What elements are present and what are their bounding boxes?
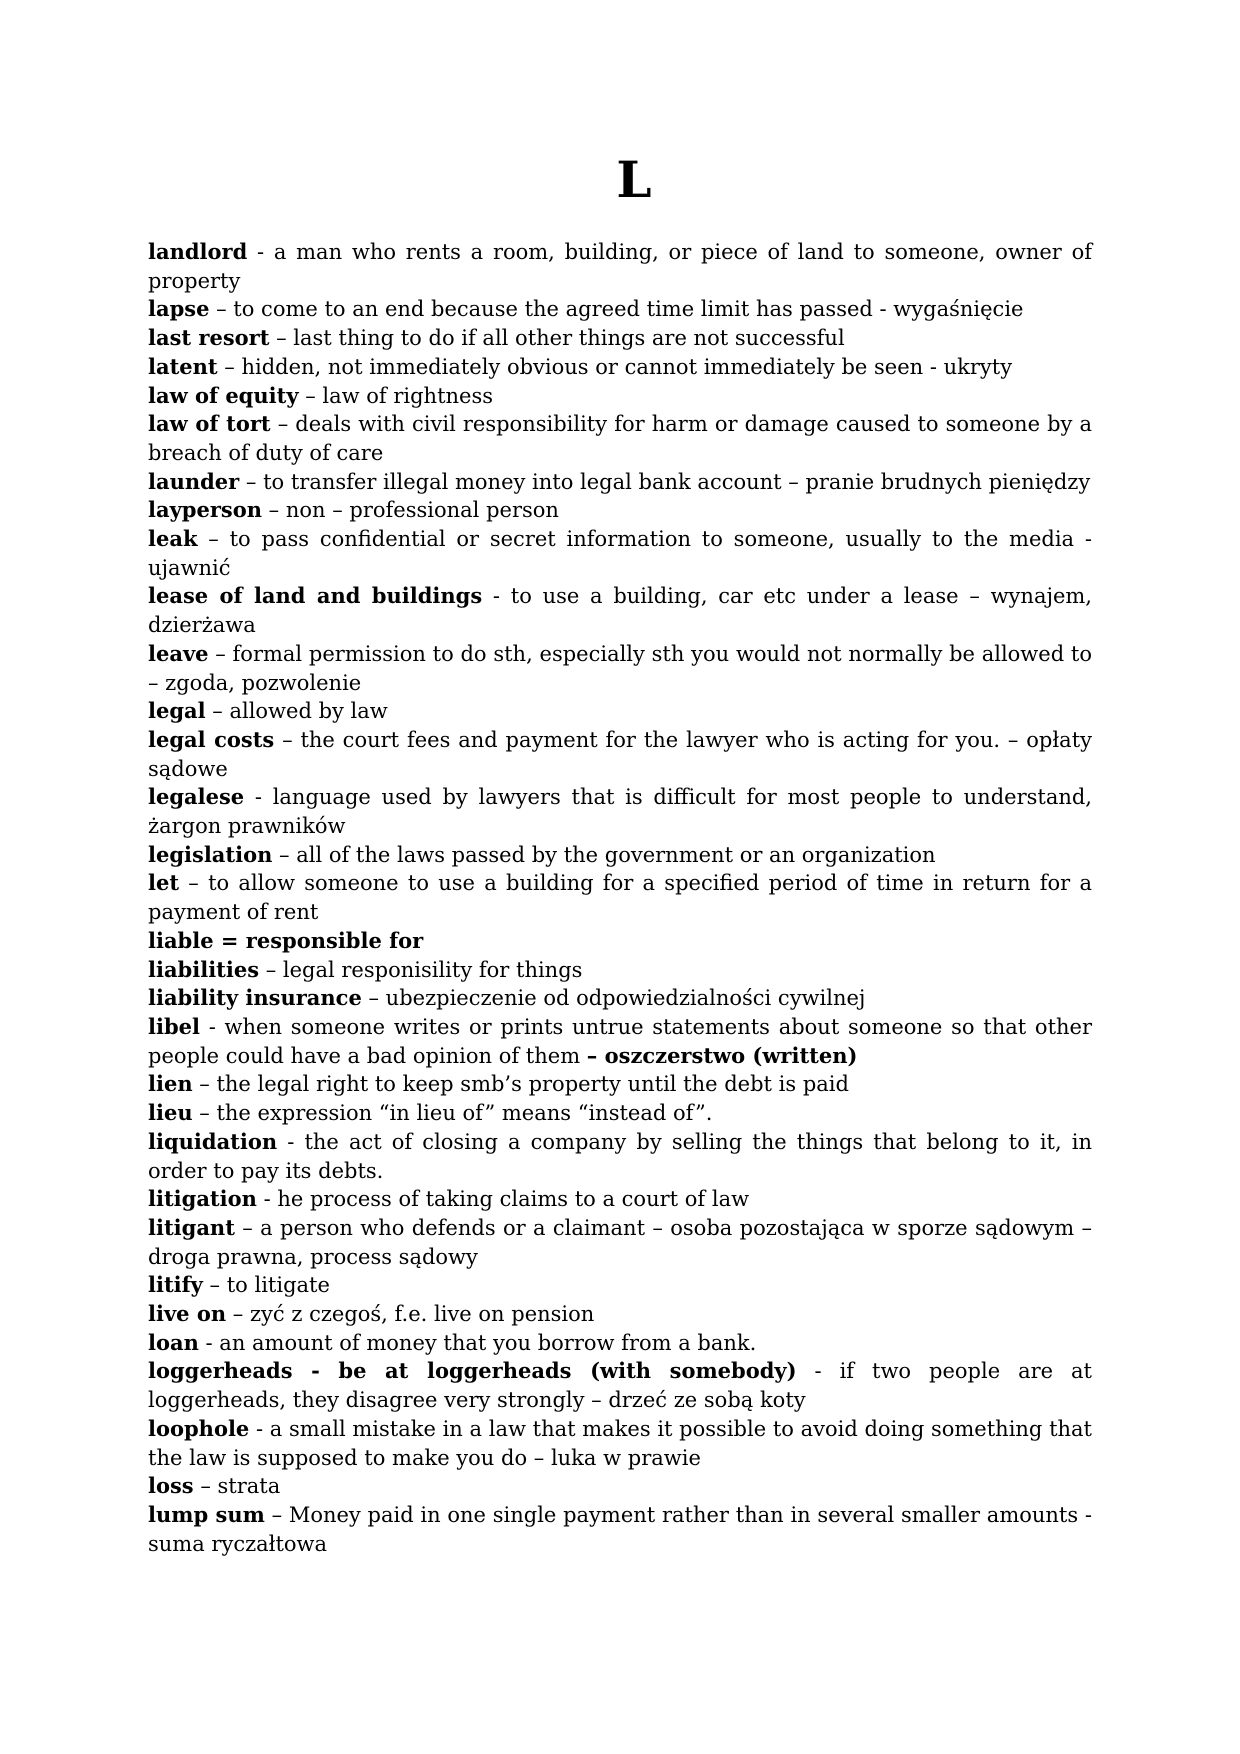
- entry-definition: – to pass confidential or secret information to someone, usually to the media - ujawnić: [148, 527, 1092, 580]
- entry-term: litify: [148, 1272, 203, 1298]
- entry-definition: – the legal right to keep smb’s property until the debt is paid: [192, 1072, 849, 1097]
- entry-definition: - when someone writes or prints untrue statements about someone so that other people could have a bad opinion of them: [148, 1014, 1092, 1068]
- glossary-entry: [148, 496, 1092, 525]
- glossary-entry: [148, 238, 1092, 295]
- entry-term: legalese: [148, 784, 245, 810]
- glossary-entry: [148, 1329, 1092, 1358]
- glossary-entry: [148, 525, 1092, 582]
- entry-term: loan: [148, 1329, 199, 1355]
- entry-definition: – all of the laws passed by the government or an organization: [272, 842, 936, 867]
- entry-term: latent: [148, 353, 218, 379]
- glossary-entry: [148, 1271, 1092, 1300]
- glossary-entry: [148, 1070, 1092, 1099]
- entry-term: lien: [148, 1071, 193, 1097]
- entry-definition: – hidden, not immediately obvious or cannot immediately be seen - ukryty: [217, 354, 1013, 379]
- entry-definition: – ubezpieczenie od odpowiedzialności cywilnej: [361, 986, 866, 1011]
- entry-term: litigation: [148, 1186, 257, 1212]
- entry-term: lapse: [148, 296, 210, 322]
- entry-term: lease of land and buildings: [148, 583, 483, 609]
- entry-definition: – to litigate: [202, 1273, 330, 1298]
- glossary-entry: [148, 1185, 1092, 1214]
- entry-term: libel: [148, 1013, 200, 1039]
- glossary-entry: [148, 841, 1092, 870]
- entry-term: layperson: [148, 497, 262, 523]
- glossary-entry: [148, 382, 1092, 411]
- entry-term: leave: [148, 640, 209, 666]
- glossary-entry: [148, 640, 1092, 697]
- glossary-entry: [148, 324, 1092, 353]
- glossary-entry: [148, 927, 1092, 956]
- entry-definition: – non – professional person: [262, 498, 559, 523]
- entry-definition: - to use a building, car etc under a lease – wynajem, dzierżawa: [148, 584, 1092, 638]
- glossary-entry: [148, 1300, 1092, 1329]
- entry-term: loggerheads - be at loggerheads (with somebody): [148, 1358, 797, 1384]
- glossary-entry: [148, 1357, 1092, 1414]
- entry-definition: – formal permission to do sth, especially sth you would not normally be allowed to – zgoda, pozwolenie: [148, 641, 1092, 695]
- entry-definition: - a man who rents a room, building, or piece of land to someone, owner of property: [148, 240, 1092, 293]
- entry-definition: – a person who defends or a claimant – osoba pozostająca w sporze sądowym – droga prawna, process sądowy: [148, 1215, 1092, 1269]
- glossary-entry: [148, 1415, 1092, 1472]
- entry-term: legislation: [148, 841, 273, 867]
- letter-heading: L: [616, 150, 652, 209]
- entry-definition: - if two people are at loggerheads, they disagree very strongly – drzeć ze sobą koty: [148, 1359, 1092, 1413]
- entry-term: liabilities: [148, 956, 260, 982]
- entry-definition: – deals with civil responsibility for harm or damage caused to someone by a breach of duty of care: [148, 412, 1092, 465]
- glossary-entry: [148, 1501, 1092, 1558]
- glossary-list: [148, 238, 1092, 1558]
- entry-definition: – to allow someone to use a building for a specified period of time in return for a payment of rent: [148, 871, 1092, 925]
- entry-definition: – law of rightness: [298, 383, 494, 408]
- entry-definition: - language used by lawyers that is difficult for most people to understand, żargon prawników: [148, 785, 1092, 839]
- entry-term: landlord: [148, 239, 248, 264]
- glossary-entry: [148, 984, 1092, 1013]
- entry-definition: – the court fees and payment for the lawyer who is acting for you. – opłaty sądowe: [148, 727, 1092, 781]
- glossary-entry: [148, 783, 1092, 840]
- glossary-entry: [148, 295, 1092, 324]
- entry-definition: – allowed by law: [205, 699, 388, 724]
- entry-term: law of tort: [148, 411, 271, 437]
- entry-definition: – strata: [193, 1474, 281, 1499]
- entry-term: legal: [148, 698, 206, 724]
- entry-definition: – zyć z czegoś, f.e. live on pension: [226, 1302, 595, 1327]
- entry-term: liquidation: [148, 1128, 278, 1154]
- glossary-entry: [148, 1128, 1092, 1185]
- entry-definition: – legal responisility for things: [259, 957, 583, 982]
- glossary-entry: [148, 468, 1092, 497]
- entry-term: litigant: [148, 1214, 235, 1240]
- entry-definition: – to come to an end because the agreed time limit has passed - wygaśnięcie: [209, 297, 1024, 322]
- entry-term: loss: [148, 1473, 194, 1499]
- entry-definition: – last thing to do if all other things are not successful: [269, 326, 845, 351]
- entry-definition: - he process of taking claims to a court of law: [256, 1187, 750, 1212]
- glossary-entry: [148, 1099, 1092, 1128]
- glossary-entry: [148, 869, 1092, 926]
- entry-definition: - the act of closing a company by selling the things that belong to it, in order to pay its debts.: [148, 1129, 1092, 1183]
- glossary-entry: [148, 353, 1092, 382]
- entry-term: law of equity: [148, 382, 299, 408]
- entry-term: liability insurance: [148, 985, 362, 1011]
- entry-term: liable = responsible for: [148, 927, 424, 953]
- glossary-entry: [148, 582, 1092, 639]
- entry-term: leak: [148, 526, 198, 552]
- glossary-entry: [148, 410, 1092, 467]
- entry-definition: - an amount of money that you borrow from a bank.: [198, 1330, 757, 1355]
- entry-term: last resort: [148, 325, 270, 351]
- entry-term: let: [148, 870, 180, 896]
- entry-term: lieu: [148, 1100, 193, 1126]
- document-page: [148, 148, 1092, 1558]
- glossary-entry: [148, 697, 1092, 726]
- entry-definition: - a small mistake in a law that makes it possible to avoid doing something that the law is supposed to make you do – luka w prawie: [148, 1416, 1092, 1470]
- entry-term: launder: [148, 468, 240, 494]
- glossary-entry: [148, 726, 1092, 783]
- glossary-entry: [148, 1472, 1092, 1501]
- glossary-entry: [148, 1013, 1092, 1070]
- entry-term: loophole: [148, 1415, 250, 1441]
- entry-definition: – the expression “in lieu of” means “instead of”.: [192, 1101, 713, 1126]
- entry-term: lump sum: [148, 1501, 265, 1527]
- entry-translation: – oszczerstwo (written): [586, 1042, 858, 1068]
- entry-term: legal costs: [148, 726, 275, 752]
- entry-definition: – Money paid in one single payment rather than in several smaller amounts - suma ryczałtowa: [148, 1502, 1092, 1556]
- entry-definition: – to transfer illegal money into legal bank account – pranie brudnych pieniędzy: [239, 469, 1091, 494]
- entry-term: live on: [148, 1301, 227, 1327]
- glossary-entry: [148, 1214, 1092, 1271]
- glossary-entry: [148, 956, 1092, 985]
